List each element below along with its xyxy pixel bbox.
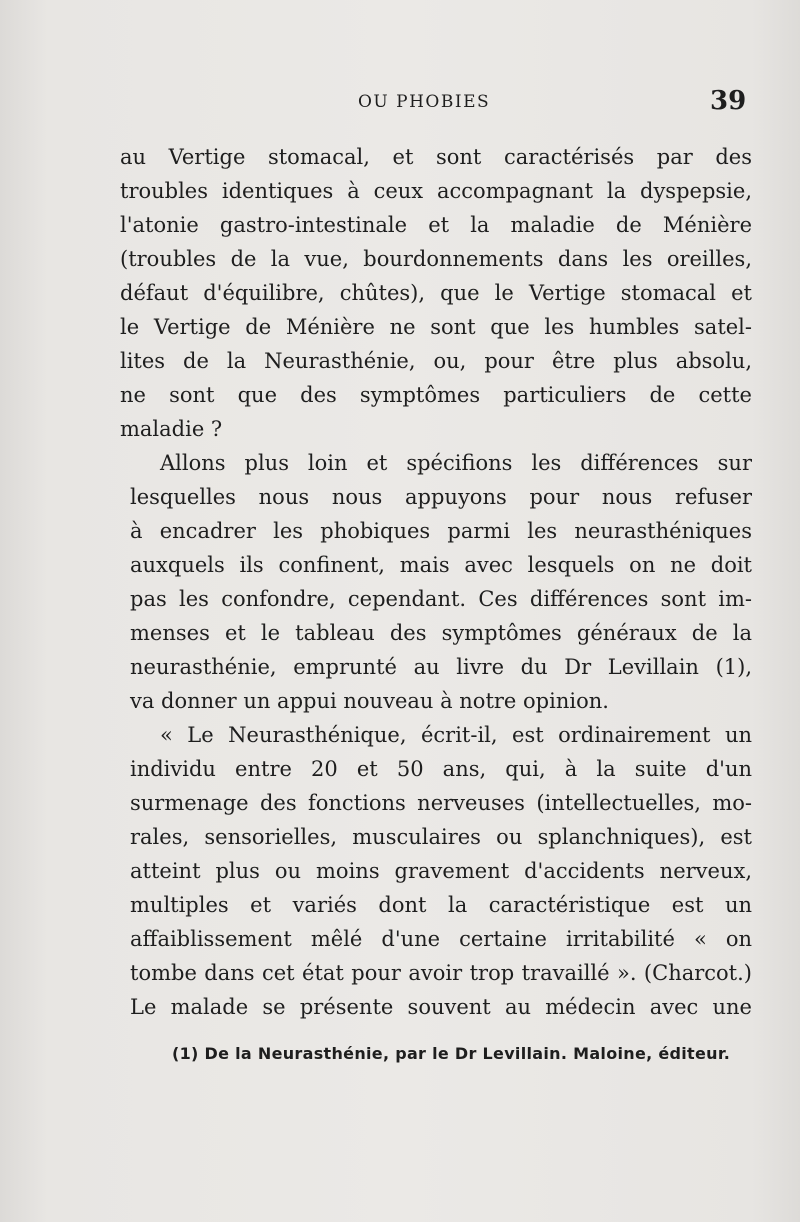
text-line: maladie ? bbox=[120, 417, 223, 441]
page-number: 39 bbox=[710, 86, 747, 116]
text-line: Allons plus loin et spécifions les différences sur bbox=[160, 451, 752, 475]
text-line: surmenage des fonctions nerveuses (intellectuelles, mo- bbox=[130, 791, 752, 815]
text-line: troubles identiques à ceux accompagnant la dyspepsie, bbox=[120, 179, 752, 203]
text-line: à encadrer les phobiques parmi les neurasthéniques bbox=[130, 519, 752, 543]
text-line: auxquels ils confinent, mais avec lesquels on ne doit bbox=[130, 553, 752, 577]
text-line: menses et le tableau des symptômes généraux de la bbox=[130, 621, 752, 645]
text-line: tombe dans cet état pour avoir trop travaillé ». (Charcot.) bbox=[130, 961, 752, 985]
text-line: au Vertige stomacal, et sont caractérisés par des bbox=[120, 145, 752, 169]
text-line: le Vertige de Ménière ne sont que les humbles satel- bbox=[120, 315, 752, 339]
page-header bbox=[0, 86, 800, 116]
text-line: atteint plus ou moins gravement d'accidents nerveux, bbox=[130, 859, 752, 883]
text-line: lesquelles nous nous appuyons pour nous refuser bbox=[130, 485, 752, 509]
text-line: lites de la Neurasthénie, ou, pour être plus absolu, bbox=[120, 349, 752, 373]
text-line: Le malade se présente souvent au médecin avec une bbox=[130, 995, 752, 1019]
text-line: l'atonie gastro-intestinale et la maladie de Ménière bbox=[120, 213, 752, 237]
text-line: va donner un appui nouveau à notre opinion. bbox=[130, 689, 609, 713]
text-line: affaiblissement mêlé d'une certaine irritabilité « on bbox=[130, 927, 752, 951]
text-line: (troubles de la vue, bourdonnements dans les oreilles, bbox=[120, 247, 752, 271]
text-line: « Le Neurasthénique, écrit-il, est ordinairement un bbox=[160, 723, 752, 747]
running-head: OU PHOBIES bbox=[358, 92, 491, 112]
body-text bbox=[120, 140, 752, 1024]
text-line: ne sont que des symptômes particuliers de cette bbox=[120, 383, 752, 407]
text-line: pas les confondre, cependant. Ces différences sont im- bbox=[130, 587, 752, 611]
text-line: multiples et variés dont la caractéristique est un bbox=[130, 893, 752, 917]
text-line: rales, sensorielles, musculaires ou splanchniques), est bbox=[130, 825, 752, 849]
text-line: défaut d'équilibre, chûtes), que le Vertige stomacal et bbox=[120, 281, 752, 305]
text-line: individu entre 20 et 50 ans, qui, à la suite d'un bbox=[130, 757, 752, 781]
text-line: neurasthénie, emprunté au livre du Dr Levillain (1), bbox=[130, 655, 752, 679]
footnote: (1) De la Neurasthénie, par le Dr Levillain. Maloine, éditeur. bbox=[172, 1044, 731, 1063]
